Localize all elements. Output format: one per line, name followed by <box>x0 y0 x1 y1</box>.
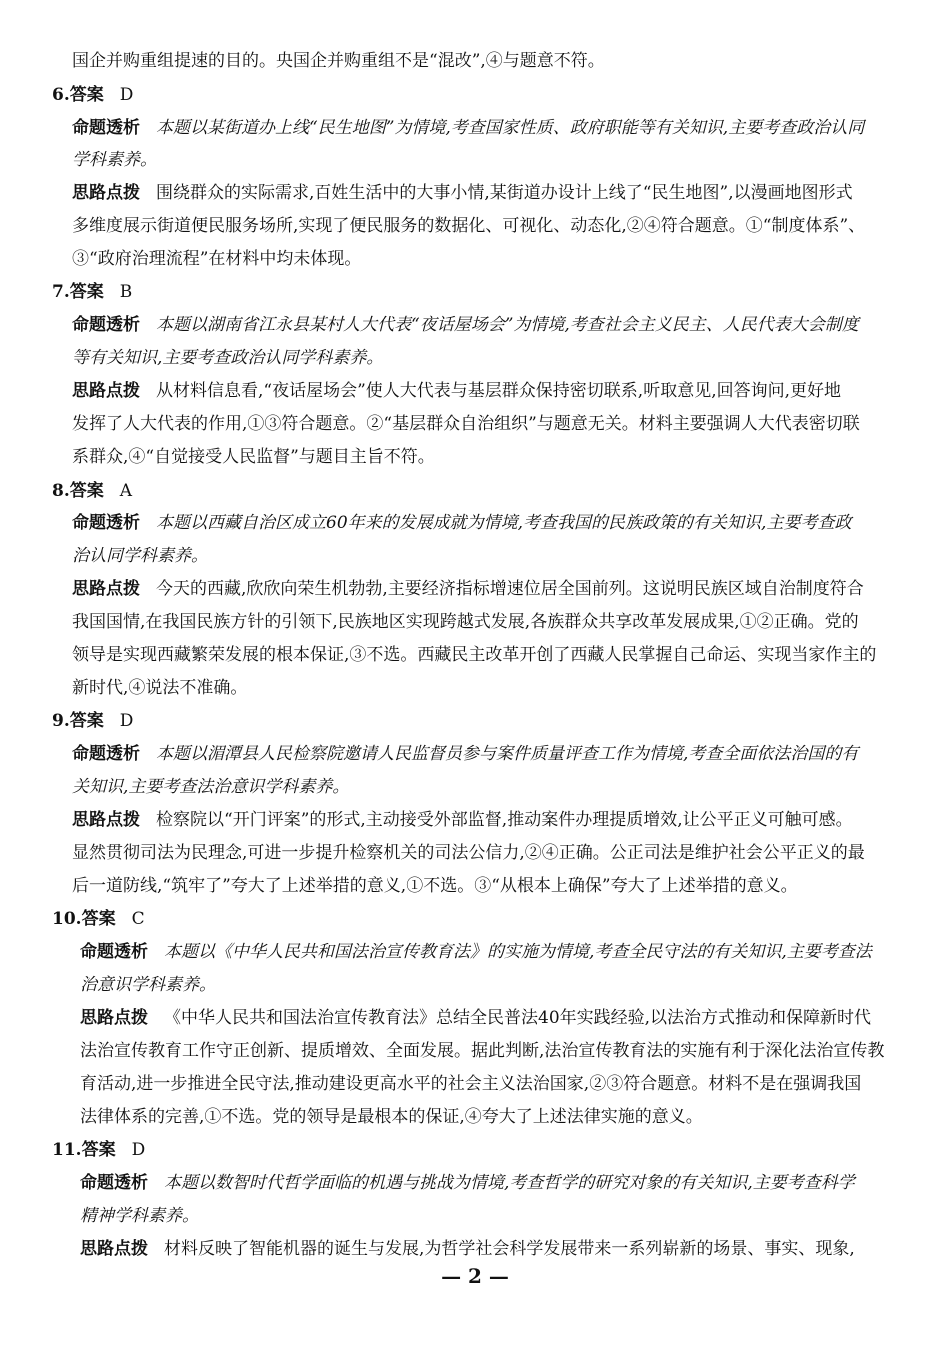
q8-hint-label: 思路点拨 <box>72 579 140 599</box>
q11-hint-label: 思路点拨 <box>80 1239 148 1259</box>
q11-number: 11. <box>52 1140 82 1160</box>
q9-hint-line-2: 显然贯彻司法为民理念,可进一步提升检察机关的司法公信力,②④正确。公正司法是维护社会公平正义的最 <box>72 843 865 863</box>
q6-header <box>52 84 133 106</box>
q9-hint-line-1 <box>72 809 853 831</box>
q7-number: 7. <box>52 282 70 302</box>
q9-hint-text-1: 检察院以“开门评案”的形式,主动接受外部监督,推动案件办理提质增效,让公平正义可触可感。 <box>156 810 853 830</box>
page-number: — 2 — <box>441 1264 509 1288</box>
intro-line: 国企并购重组提速的目的。央国企并购重组不是“混改”,④与题意不符。 <box>72 51 605 71</box>
q8-topic-line-2: 治认同学科素养。 <box>72 546 208 566</box>
q10-hint-label: 思路点拨 <box>80 1008 148 1028</box>
q10-hint-line-1 <box>80 1007 871 1029</box>
q7-topic-line-1 <box>72 314 859 336</box>
q10-answer-label: 答案 <box>81 909 116 929</box>
q6-hint-line-1 <box>72 182 853 204</box>
q8-hint-line-1 <box>72 578 864 600</box>
q8-hint-line-2: 我国国情,在我国民族方针的引领下,民族地区实现跨越式发展,各族群众共享改革发展成果,①②正确。党的 <box>72 612 859 632</box>
q10-topic-text-1: 本题以《中华人民共和国法治宣传教育法》的实施为情境,考查全民守法的有关知识,主要考查法 <box>164 942 872 962</box>
q7-hint-label: 思路点拨 <box>72 381 140 401</box>
q10-hint-text-1: 《中华人民共和国法治宣传教育法》总结全民普法40年实践经验,以法治方式推动和保障新时代 <box>164 1008 872 1028</box>
q10-topic-label: 命题透析 <box>80 942 148 962</box>
q8-hint-line-3: 领导是实现西藏繁荣发展的根本保证,③不选。西藏民主改革开创了西藏人民掌握自己命运、实现当家作主的 <box>72 645 877 665</box>
q11-topic-line-1 <box>80 1172 855 1194</box>
q9-answer-label: 答案 <box>69 711 104 731</box>
q9-hint-line-3: 后一道防线,“筑牢了”夸大了上述举措的意义,①不选。③“从根本上确保”夸大了上述举措的意义。 <box>72 876 798 896</box>
q11-hint-text-1: 材料反映了智能机器的诞生与发展,为哲学社会科学发展带来一系列崭新的场景、事实、现象, <box>164 1239 855 1259</box>
q8-topic-text-1: 本题以西藏自治区成立60年来的发展成就为情境,考查我国的民族政策的有关知识,主要考查政 <box>156 513 852 533</box>
q10-hint-line-3: 育活动,进一步推进全民守法,推动建设更高水平的社会主义法治国家,②③符合题意。材料不是在强调我国 <box>80 1074 862 1094</box>
q6-hint-text-1: 围绕群众的实际需求,百姓生活中的大事小情,某街道办设计上线了“民生地图”,以漫画地图形式 <box>156 183 853 203</box>
q11-header <box>52 1139 145 1161</box>
q11-topic-line-2: 精神学科素养。 <box>80 1206 199 1226</box>
q11-topic-text-1: 本题以数智时代哲学面临的机遇与挑战为情境,考查哲学的研究对象的有关知识,主要考查科学 <box>164 1173 855 1193</box>
q11-hint-line-1 <box>80 1238 855 1260</box>
q10-hint-line-2: 法治宣传教育工作守正创新、提质增效、全面发展。据此判断,法治宣传教育法的实施有利于深化法治宣传教 <box>80 1041 885 1061</box>
q6-topic-label: 命题透析 <box>72 118 140 138</box>
q9-header <box>52 710 133 732</box>
q8-answer-label: 答案 <box>69 481 104 501</box>
q6-answer-label: 答案 <box>69 85 104 105</box>
q10-header <box>52 908 145 930</box>
q7-topic-label: 命题透析 <box>72 315 140 335</box>
q7-hint-line-2: 发挥了人大代表的作用,①③符合题意。②“基层群众自治组织”与题意无关。材料主要强调人大代表密切联 <box>72 414 860 434</box>
q6-number: 6. <box>52 85 70 105</box>
q7-hint-line-1 <box>72 380 841 402</box>
q7-header <box>52 281 132 303</box>
q6-topic-line-2: 学科素养。 <box>72 150 157 170</box>
q6-hint-line-2: 多维度展示街道便民服务场所,实现了便民服务的数据化、可视化、动态化,②④符合题意。①“制度体系”、 <box>72 216 866 236</box>
q6-topic-text-1: 本题以某街道办上线“民生地图”为情境,考查国家性质、政府职能等有关知识,主要考查政治认同 <box>156 118 865 138</box>
q9-topic-line-2: 关知识,主要考查法治意识学科素养。 <box>72 777 350 797</box>
q9-topic-line-1 <box>72 743 858 765</box>
q7-hint-text-1: 从材料信息看,“夜话屋场会”使人大代表与基层群众保持密切联系,听取意见,回答询问,更好地 <box>156 381 841 401</box>
q7-answer: B <box>119 282 133 302</box>
q11-answer: D <box>131 1140 146 1160</box>
q11-topic-label: 命题透析 <box>80 1173 148 1193</box>
q6-answer: D <box>119 85 134 105</box>
q7-topic-text-1: 本题以湖南省江永县某村人大代表“夜话屋场会”为情境,考查社会主义民主、人民代表大会制度 <box>156 315 859 335</box>
q8-header <box>52 480 132 502</box>
q6-hint-label: 思路点拨 <box>72 183 140 203</box>
q6-topic-line-1 <box>72 117 864 139</box>
q8-hint-line-4: 新时代,④说法不准确。 <box>72 678 248 698</box>
q8-hint-text-1: 今天的西藏,欣欣向荣生机勃勃,主要经济指标增速位居全国前列。这说明民族区域自治制度符合 <box>156 579 864 599</box>
q8-topic-line-1 <box>72 512 851 534</box>
q8-answer: A <box>119 481 133 501</box>
q9-topic-label: 命题透析 <box>72 744 140 764</box>
q8-number: 8. <box>52 481 70 501</box>
q10-topic-line-1 <box>80 941 872 963</box>
q7-topic-line-2: 等有关知识,主要考查政治认同学科素养。 <box>72 348 384 368</box>
q6-hint-line-3: ③“政府治理流程”在材料中均未体现。 <box>72 249 362 269</box>
q10-answer: C <box>131 909 145 929</box>
q9-topic-text-1: 本题以湄潭县人民检察院邀请人民监督员参与案件质量评查工作为情境,考查全面依法治国的有 <box>156 744 859 764</box>
q9-hint-label: 思路点拨 <box>72 810 140 830</box>
q8-topic-label: 命题透析 <box>72 513 140 533</box>
q10-hint-line-4: 法律体系的完善,①不选。党的领导是最根本的保证,④夸大了上述法律实施的意义。 <box>80 1107 703 1127</box>
q7-answer-label: 答案 <box>69 282 104 302</box>
q10-number: 10. <box>52 909 82 929</box>
q7-hint-line-3: 系群众,④“自觉接受人民监督”与题目主旨不符。 <box>72 447 435 467</box>
q10-topic-line-2: 治意识学科素养。 <box>80 975 216 995</box>
q11-answer-label: 答案 <box>81 1140 116 1160</box>
q9-answer: D <box>119 711 134 731</box>
q9-number: 9. <box>52 711 70 731</box>
